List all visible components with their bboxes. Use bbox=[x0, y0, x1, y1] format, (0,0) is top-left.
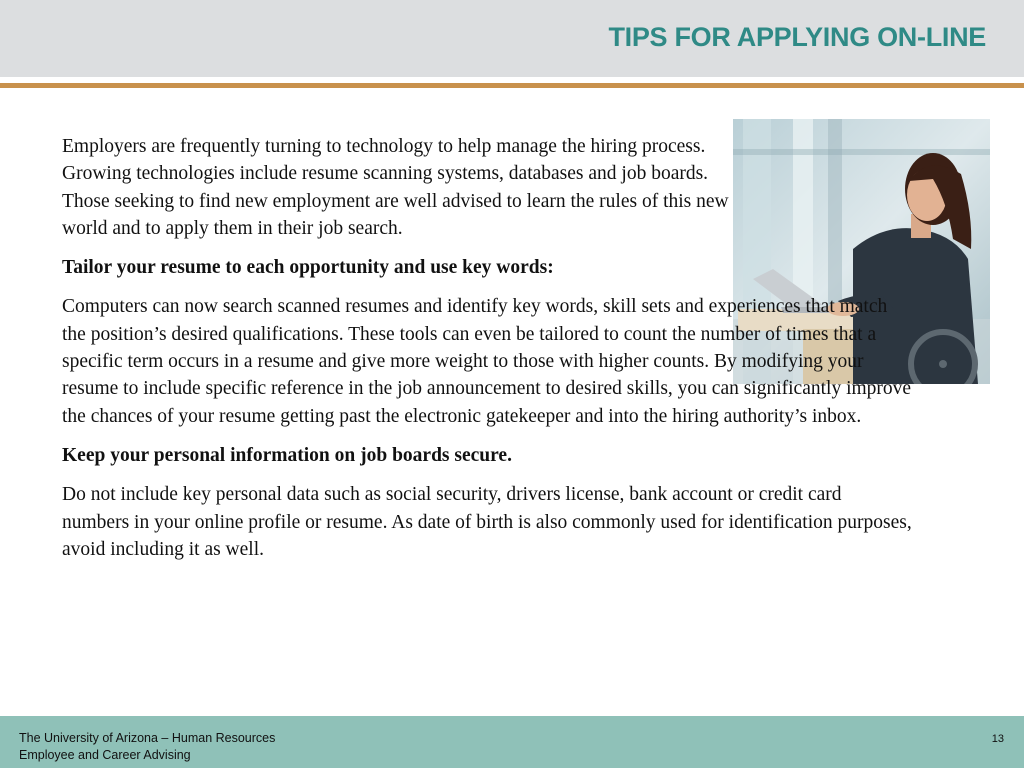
slide-body bbox=[62, 133, 912, 575]
secure-info-heading: Keep your personal information on job boards secure. bbox=[62, 444, 512, 466]
secure-info-paragraph: Do not include key personal data such as social security, drivers license, bank account or credit card numbers in your online profile or resume. As date of birth is also commonly used for identification purposes, avoid including it as well. bbox=[62, 484, 912, 560]
header-divider bbox=[0, 83, 1024, 88]
page-number: 13 bbox=[991, 733, 1004, 745]
intro-paragraph: Employers are frequently turning to technology to help manage the hiring process. Growing technologies include resume scanning systems, databases and job boards. Those seeking to find new employment are well advised to learn the rules of this new world and to apply them in their job search. bbox=[62, 136, 729, 239]
footer-line-2: Employee and Career Advising bbox=[19, 748, 191, 762]
slide-header bbox=[0, 0, 1024, 77]
slide-footer bbox=[0, 716, 1024, 768]
slide-title: TIPS FOR APPLYING ON-LINE bbox=[608, 22, 986, 52]
tailor-resume-paragraph: Computers can now search scanned resumes and identify key words, skill sets and experiences that match the position’s desired qualifications. These tools can even be tailored to count the number of times that a specific term occurs in a resume and give more weight to those with higher counts. By modifying your resume to include specific reference in the job announcement to desired skills, you can significantly improve the chances of your resume getting past the electronic gatekeeper and into the hiring authority’s inbox. bbox=[62, 296, 912, 427]
footer-organization bbox=[19, 730, 275, 764]
footer-line-1: The University of Arizona – Human Resources bbox=[19, 731, 276, 745]
tailor-resume-heading: Tailor your resume to each opportunity and use key words: bbox=[62, 257, 554, 279]
